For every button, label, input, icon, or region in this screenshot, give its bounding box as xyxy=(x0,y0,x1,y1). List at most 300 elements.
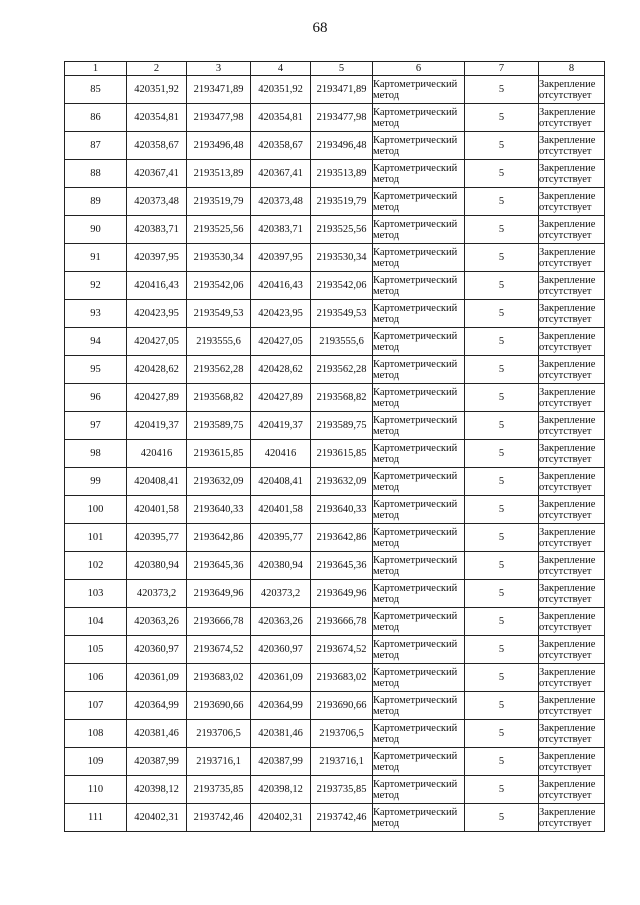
method-text: Картометрический xyxy=(373,246,458,258)
y-coordinate-cell: 2193645,36 xyxy=(311,552,373,580)
y-coordinate-cell: 2193683,02 xyxy=(187,664,251,692)
method-text: метод xyxy=(373,369,400,381)
method-text: метод xyxy=(373,89,400,101)
fixation-text: Закрепление xyxy=(539,778,596,790)
fixation-text: Закрепление xyxy=(539,218,596,230)
point-number-cell: 102 xyxy=(65,552,127,580)
method-text: метод xyxy=(373,201,400,213)
fixation-text: Закрепление xyxy=(539,106,596,118)
method-text: метод xyxy=(373,537,400,549)
fixation-text: отсутствует xyxy=(539,761,592,773)
y-coordinate-cell: 2193642,86 xyxy=(311,524,373,552)
x-coordinate-cell: 420361,09 xyxy=(251,664,311,692)
fixation-cell xyxy=(539,160,605,188)
x-coordinate-cell: 420358,67 xyxy=(251,132,311,160)
fixation-text: отсутствует xyxy=(539,341,592,353)
method-cell xyxy=(373,244,465,272)
coordinates-table xyxy=(64,61,605,832)
x-coordinate-cell: 420373,2 xyxy=(127,580,187,608)
fixation-text: отсутствует xyxy=(539,369,592,381)
method-cell xyxy=(373,776,465,804)
method-text: метод xyxy=(373,341,400,353)
y-coordinate-cell: 2193649,96 xyxy=(187,580,251,608)
accuracy-cell: 5 xyxy=(465,552,539,580)
fixation-text: отсутствует xyxy=(539,593,592,605)
x-coordinate-cell: 420416,43 xyxy=(127,272,187,300)
method-text: Картометрический xyxy=(373,778,458,790)
table-row xyxy=(65,804,605,832)
accuracy-cell: 5 xyxy=(465,356,539,384)
x-coordinate-cell: 420402,31 xyxy=(127,804,187,832)
table-row xyxy=(65,580,605,608)
y-coordinate-cell: 2193615,85 xyxy=(187,440,251,468)
method-cell xyxy=(373,356,465,384)
x-coordinate-cell: 420423,95 xyxy=(251,300,311,328)
method-cell xyxy=(373,580,465,608)
accuracy-cell: 5 xyxy=(465,524,539,552)
method-cell xyxy=(373,804,465,832)
fixation-cell xyxy=(539,636,605,664)
accuracy-cell: 5 xyxy=(465,412,539,440)
method-text: Картометрический xyxy=(373,190,458,202)
fixation-text: отсутствует xyxy=(539,817,592,829)
method-text: метод xyxy=(373,789,400,801)
fixation-text: Закрепление xyxy=(539,246,596,258)
method-text: Картометрический xyxy=(373,358,458,370)
point-number-cell: 99 xyxy=(65,468,127,496)
point-number-cell: 90 xyxy=(65,216,127,244)
fixation-text: отсутствует xyxy=(539,257,592,269)
method-cell xyxy=(373,552,465,580)
method-text: метод xyxy=(373,649,400,661)
x-coordinate-cell: 420364,99 xyxy=(127,692,187,720)
method-text: метод xyxy=(373,593,400,605)
x-coordinate-cell: 420373,2 xyxy=(251,580,311,608)
fixation-cell xyxy=(539,468,605,496)
table-row xyxy=(65,664,605,692)
accuracy-cell: 5 xyxy=(465,496,539,524)
y-coordinate-cell: 2193589,75 xyxy=(311,412,373,440)
x-coordinate-cell: 420428,62 xyxy=(127,356,187,384)
accuracy-cell: 5 xyxy=(465,664,539,692)
y-coordinate-cell: 2193496,48 xyxy=(311,132,373,160)
fixation-cell xyxy=(539,356,605,384)
y-coordinate-cell: 2193562,28 xyxy=(311,356,373,384)
accuracy-cell: 5 xyxy=(465,272,539,300)
fixation-text: отсутствует xyxy=(539,453,592,465)
y-coordinate-cell: 2193683,02 xyxy=(311,664,373,692)
y-coordinate-cell: 2193690,66 xyxy=(311,692,373,720)
method-text: Картометрический xyxy=(373,470,458,482)
point-number-cell: 105 xyxy=(65,636,127,664)
column-number-row xyxy=(65,62,605,76)
point-number-cell: 88 xyxy=(65,160,127,188)
point-number-cell: 92 xyxy=(65,272,127,300)
method-text: Картометрический xyxy=(373,162,458,174)
point-number-cell: 103 xyxy=(65,580,127,608)
x-coordinate-cell: 420428,62 xyxy=(251,356,311,384)
fixation-text: отсутствует xyxy=(539,789,592,801)
point-number-cell: 111 xyxy=(65,804,127,832)
fixation-cell xyxy=(539,580,605,608)
accuracy-cell: 5 xyxy=(465,776,539,804)
point-number-cell: 104 xyxy=(65,608,127,636)
method-cell xyxy=(373,468,465,496)
x-coordinate-cell: 420427,05 xyxy=(127,328,187,356)
point-number-cell: 109 xyxy=(65,748,127,776)
fixation-cell xyxy=(539,384,605,412)
fixation-cell xyxy=(539,132,605,160)
method-text: метод xyxy=(373,705,400,717)
fixation-text: отсутствует xyxy=(539,201,592,213)
fixation-text: Закрепление xyxy=(539,78,596,90)
method-text: Картометрический xyxy=(373,106,458,118)
method-cell xyxy=(373,384,465,412)
point-number-cell: 94 xyxy=(65,328,127,356)
table-row xyxy=(65,496,605,524)
point-number-cell: 91 xyxy=(65,244,127,272)
column-number: 5 xyxy=(311,62,373,76)
point-number-cell: 97 xyxy=(65,412,127,440)
fixation-text: Закрепление xyxy=(539,526,596,538)
table-row xyxy=(65,216,605,244)
fixation-cell xyxy=(539,748,605,776)
fixation-text: отсутствует xyxy=(539,649,592,661)
y-coordinate-cell: 2193542,06 xyxy=(311,272,373,300)
method-cell xyxy=(373,720,465,748)
table-row xyxy=(65,692,605,720)
method-text: метод xyxy=(373,817,400,829)
y-coordinate-cell: 2193568,82 xyxy=(187,384,251,412)
fixation-text: отсутствует xyxy=(539,565,592,577)
fixation-text: Закрепление xyxy=(539,694,596,706)
y-coordinate-cell: 2193525,56 xyxy=(311,216,373,244)
point-number-cell: 101 xyxy=(65,524,127,552)
accuracy-cell: 5 xyxy=(465,720,539,748)
method-text: Картометрический xyxy=(373,582,458,594)
method-text: метод xyxy=(373,397,400,409)
method-cell xyxy=(373,440,465,468)
fixation-cell xyxy=(539,188,605,216)
method-text: Картометрический xyxy=(373,498,458,510)
y-coordinate-cell: 2193519,79 xyxy=(187,188,251,216)
x-coordinate-cell: 420427,89 xyxy=(251,384,311,412)
table-row xyxy=(65,524,605,552)
fixation-cell xyxy=(539,440,605,468)
point-number-cell: 96 xyxy=(65,384,127,412)
method-text: Картометрический xyxy=(373,722,458,734)
method-cell xyxy=(373,636,465,664)
fixation-text: Закрепление xyxy=(539,274,596,286)
method-text: метод xyxy=(373,621,400,633)
y-coordinate-cell: 2193645,36 xyxy=(187,552,251,580)
fixation-text: Закрепление xyxy=(539,302,596,314)
x-coordinate-cell: 420380,94 xyxy=(127,552,187,580)
x-coordinate-cell: 420383,71 xyxy=(251,216,311,244)
y-coordinate-cell: 2193530,34 xyxy=(187,244,251,272)
method-text: метод xyxy=(373,425,400,437)
x-coordinate-cell: 420383,71 xyxy=(127,216,187,244)
table-row xyxy=(65,328,605,356)
fixation-text: отсутствует xyxy=(539,285,592,297)
y-coordinate-cell: 2193666,78 xyxy=(187,608,251,636)
method-text: метод xyxy=(373,509,400,521)
method-cell xyxy=(373,216,465,244)
column-number: 4 xyxy=(251,62,311,76)
method-text: метод xyxy=(373,145,400,157)
x-coordinate-cell: 420416,43 xyxy=(251,272,311,300)
method-text: метод xyxy=(373,733,400,745)
x-coordinate-cell: 420387,99 xyxy=(251,748,311,776)
fixation-cell xyxy=(539,328,605,356)
method-text: метод xyxy=(373,257,400,269)
method-text: Картометрический xyxy=(373,554,458,566)
y-coordinate-cell: 2193674,52 xyxy=(311,636,373,664)
accuracy-cell: 5 xyxy=(465,216,539,244)
x-coordinate-cell: 420395,77 xyxy=(251,524,311,552)
y-coordinate-cell: 2193562,28 xyxy=(187,356,251,384)
y-coordinate-cell: 2193632,09 xyxy=(311,468,373,496)
x-coordinate-cell: 420397,95 xyxy=(251,244,311,272)
method-cell xyxy=(373,748,465,776)
point-number-cell: 98 xyxy=(65,440,127,468)
accuracy-cell: 5 xyxy=(465,188,539,216)
table-row xyxy=(65,76,605,104)
x-coordinate-cell: 420360,97 xyxy=(251,636,311,664)
method-text: метод xyxy=(373,285,400,297)
x-coordinate-cell: 420373,48 xyxy=(127,188,187,216)
x-coordinate-cell: 420360,97 xyxy=(127,636,187,664)
fixation-text: Закрепление xyxy=(539,722,596,734)
accuracy-cell: 5 xyxy=(465,384,539,412)
x-coordinate-cell: 420363,26 xyxy=(251,608,311,636)
x-coordinate-cell: 420387,99 xyxy=(127,748,187,776)
point-number-cell: 107 xyxy=(65,692,127,720)
method-cell xyxy=(373,524,465,552)
method-text: Картометрический xyxy=(373,274,458,286)
fixation-text: Закрепление xyxy=(539,190,596,202)
method-cell xyxy=(373,76,465,104)
table-row xyxy=(65,188,605,216)
y-coordinate-cell: 2193674,52 xyxy=(187,636,251,664)
y-coordinate-cell: 2193496,48 xyxy=(187,132,251,160)
fixation-cell xyxy=(539,496,605,524)
fixation-cell xyxy=(539,76,605,104)
x-coordinate-cell: 420408,41 xyxy=(251,468,311,496)
accuracy-cell: 5 xyxy=(465,804,539,832)
fixation-text: Закрепление xyxy=(539,414,596,426)
x-coordinate-cell: 420427,05 xyxy=(251,328,311,356)
accuracy-cell: 5 xyxy=(465,692,539,720)
y-coordinate-cell: 2193615,85 xyxy=(311,440,373,468)
fixation-cell xyxy=(539,720,605,748)
column-number: 7 xyxy=(465,62,539,76)
fixation-text: отсутствует xyxy=(539,425,592,437)
column-number: 6 xyxy=(373,62,465,76)
fixation-text: отсутствует xyxy=(539,397,592,409)
column-number: 2 xyxy=(127,62,187,76)
method-cell xyxy=(373,328,465,356)
method-cell xyxy=(373,272,465,300)
method-text: метод xyxy=(373,229,400,241)
y-coordinate-cell: 2193530,34 xyxy=(311,244,373,272)
accuracy-cell: 5 xyxy=(465,244,539,272)
method-text: Картометрический xyxy=(373,302,458,314)
point-number-cell: 110 xyxy=(65,776,127,804)
method-text: Картометрический xyxy=(373,638,458,650)
method-text: метод xyxy=(373,313,400,325)
y-coordinate-cell: 2193716,1 xyxy=(187,748,251,776)
fixation-text: Закрепление xyxy=(539,610,596,622)
point-number-cell: 95 xyxy=(65,356,127,384)
fixation-text: Закрепление xyxy=(539,638,596,650)
method-text: метод xyxy=(373,677,400,689)
fixation-text: отсутствует xyxy=(539,621,592,633)
accuracy-cell: 5 xyxy=(465,468,539,496)
fixation-cell xyxy=(539,692,605,720)
method-text: метод xyxy=(373,761,400,773)
fixation-text: Закрепление xyxy=(539,582,596,594)
fixation-text: Закрепление xyxy=(539,666,596,678)
method-text: Картометрический xyxy=(373,78,458,90)
y-coordinate-cell: 2193640,33 xyxy=(311,496,373,524)
table-row xyxy=(65,440,605,468)
fixation-text: отсутствует xyxy=(539,481,592,493)
x-coordinate-cell: 420367,41 xyxy=(127,160,187,188)
table-row xyxy=(65,384,605,412)
fixation-text: Закрепление xyxy=(539,470,596,482)
x-coordinate-cell: 420402,31 xyxy=(251,804,311,832)
fixation-text: отсутствует xyxy=(539,705,592,717)
table-row xyxy=(65,468,605,496)
y-coordinate-cell: 2193706,5 xyxy=(311,720,373,748)
x-coordinate-cell: 420398,12 xyxy=(127,776,187,804)
x-coordinate-cell: 420363,26 xyxy=(127,608,187,636)
fixation-text: Закрепление xyxy=(539,358,596,370)
fixation-text: отсутствует xyxy=(539,733,592,745)
accuracy-cell: 5 xyxy=(465,76,539,104)
table-row xyxy=(65,776,605,804)
y-coordinate-cell: 2193471,89 xyxy=(187,76,251,104)
fixation-text: отсутствует xyxy=(539,229,592,241)
point-number-cell: 93 xyxy=(65,300,127,328)
x-coordinate-cell: 420401,58 xyxy=(127,496,187,524)
y-coordinate-cell: 2193542,06 xyxy=(187,272,251,300)
accuracy-cell: 5 xyxy=(465,748,539,776)
x-coordinate-cell: 420380,94 xyxy=(251,552,311,580)
x-coordinate-cell: 420354,81 xyxy=(251,104,311,132)
method-cell xyxy=(373,160,465,188)
fixation-text: Закрепление xyxy=(539,162,596,174)
point-number-cell: 108 xyxy=(65,720,127,748)
y-coordinate-cell: 2193742,46 xyxy=(187,804,251,832)
y-coordinate-cell: 2193706,5 xyxy=(187,720,251,748)
method-text: Картометрический xyxy=(373,386,458,398)
accuracy-cell: 5 xyxy=(465,636,539,664)
fixation-cell xyxy=(539,664,605,692)
x-coordinate-cell: 420381,46 xyxy=(127,720,187,748)
table-row xyxy=(65,300,605,328)
method-text: Картометрический xyxy=(373,442,458,454)
fixation-text: Закрепление xyxy=(539,442,596,454)
table-row xyxy=(65,608,605,636)
fixation-cell xyxy=(539,300,605,328)
fixation-cell xyxy=(539,608,605,636)
point-number-cell: 89 xyxy=(65,188,127,216)
x-coordinate-cell: 420423,95 xyxy=(127,300,187,328)
fixation-text: отсутствует xyxy=(539,677,592,689)
method-cell xyxy=(373,692,465,720)
y-coordinate-cell: 2193477,98 xyxy=(311,104,373,132)
y-coordinate-cell: 2193471,89 xyxy=(311,76,373,104)
x-coordinate-cell: 420401,58 xyxy=(251,496,311,524)
fixation-text: Закрепление xyxy=(539,134,596,146)
x-coordinate-cell: 420419,37 xyxy=(127,412,187,440)
accuracy-cell: 5 xyxy=(465,580,539,608)
method-text: Картометрический xyxy=(373,610,458,622)
fixation-cell xyxy=(539,244,605,272)
y-coordinate-cell: 2193477,98 xyxy=(187,104,251,132)
x-coordinate-cell: 420381,46 xyxy=(251,720,311,748)
table-row xyxy=(65,356,605,384)
x-coordinate-cell: 420373,48 xyxy=(251,188,311,216)
fixation-cell xyxy=(539,412,605,440)
x-coordinate-cell: 420397,95 xyxy=(127,244,187,272)
x-coordinate-cell: 420416 xyxy=(127,440,187,468)
fixation-cell xyxy=(539,524,605,552)
table-row xyxy=(65,272,605,300)
accuracy-cell: 5 xyxy=(465,608,539,636)
table-row xyxy=(65,244,605,272)
method-text: Картометрический xyxy=(373,666,458,678)
x-coordinate-cell: 420398,12 xyxy=(251,776,311,804)
fixation-text: отсутствует xyxy=(539,537,592,549)
x-coordinate-cell: 420358,67 xyxy=(127,132,187,160)
method-text: метод xyxy=(373,453,400,465)
accuracy-cell: 5 xyxy=(465,300,539,328)
table-row xyxy=(65,160,605,188)
x-coordinate-cell: 420351,92 xyxy=(251,76,311,104)
x-coordinate-cell: 420354,81 xyxy=(127,104,187,132)
y-coordinate-cell: 2193519,79 xyxy=(311,188,373,216)
x-coordinate-cell: 420427,89 xyxy=(127,384,187,412)
column-number: 8 xyxy=(539,62,605,76)
x-coordinate-cell: 420351,92 xyxy=(127,76,187,104)
table-row xyxy=(65,412,605,440)
column-number: 3 xyxy=(187,62,251,76)
method-text: Картометрический xyxy=(373,330,458,342)
table-row xyxy=(65,636,605,664)
y-coordinate-cell: 2193649,96 xyxy=(311,580,373,608)
x-coordinate-cell: 420367,41 xyxy=(251,160,311,188)
accuracy-cell: 5 xyxy=(465,328,539,356)
y-coordinate-cell: 2193666,78 xyxy=(311,608,373,636)
fixation-cell xyxy=(539,272,605,300)
fixation-text: Закрепление xyxy=(539,806,596,818)
fixation-cell xyxy=(539,804,605,832)
fixation-text: отсутствует xyxy=(539,117,592,129)
fixation-text: отсутствует xyxy=(539,89,592,101)
point-number-cell: 86 xyxy=(65,104,127,132)
x-coordinate-cell: 420416 xyxy=(251,440,311,468)
x-coordinate-cell: 420408,41 xyxy=(127,468,187,496)
method-text: Картометрический xyxy=(373,750,458,762)
method-cell xyxy=(373,608,465,636)
y-coordinate-cell: 2193716,1 xyxy=(311,748,373,776)
fixation-text: Закрепление xyxy=(539,554,596,566)
accuracy-cell: 5 xyxy=(465,132,539,160)
fixation-text: отсутствует xyxy=(539,509,592,521)
